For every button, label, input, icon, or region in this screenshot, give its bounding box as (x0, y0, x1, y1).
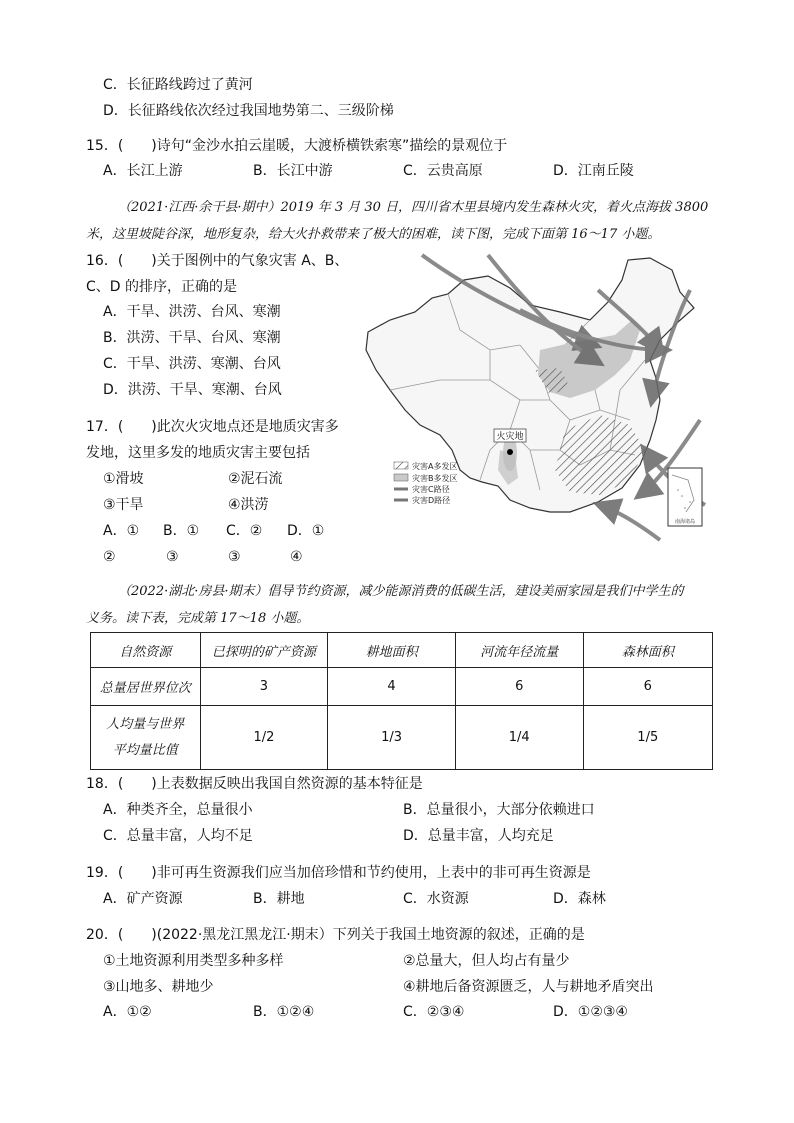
q17-option-b: B．① (163, 523, 200, 539)
q18-stem: 18．( )上表数据反映出我国自然资源的基本特征是 (86, 776, 423, 792)
q18-option-a: A．种类齐全，总量很小 (103, 802, 253, 818)
q18-option-d: D．总量丰富，人均充足 (403, 828, 554, 844)
table-cell: 3 (200, 668, 328, 706)
table-cell: 1/3 (328, 706, 456, 770)
q17-item-1: ①滑坡 (103, 471, 144, 487)
q17-stem-cont: 发地，这里多发的地质灾害主要包括 (86, 445, 310, 461)
intro-18-line2: 义务。读下表，完成第 17～18 小题。 (86, 611, 310, 626)
q19-option-c: C．水资源 (403, 891, 469, 907)
row-label-line1: 人均量与世界 (106, 716, 185, 732)
q17-option-c-cont: ③ (228, 549, 241, 565)
q19-stem: 19．( )非可再生资源我们应当加倍珍惜和节约使用，上表中的非可再生资源是 (86, 865, 591, 881)
q17-option-d: D．① (287, 523, 325, 539)
south-china-sea-inset (668, 468, 702, 526)
table-header: 耕地面积 (328, 633, 456, 668)
q20-item-2: ②总量大，但人均占有量少 (403, 953, 570, 969)
q20-item-1: ①土地资源利用类型多种多样 (103, 953, 284, 969)
table-cell: 6 (583, 668, 712, 706)
q19-option-b: B．耕地 (253, 891, 305, 907)
table-row (91, 706, 713, 770)
legend-d: 灾害D路径 (412, 496, 451, 505)
table-cell: 6 (455, 668, 583, 706)
table-row (91, 668, 713, 706)
q20-option-a: A．①② (103, 1004, 152, 1020)
q17-item-3: ③干旱 (103, 497, 144, 513)
q20-item-3: ③山地多、耕地少 (103, 979, 214, 995)
resource-table (90, 632, 713, 770)
q14-option-c: C．长征路线跨过了黄河 (103, 77, 253, 93)
q20-option-d: D．①②③④ (553, 1004, 628, 1020)
map-legend (394, 461, 458, 505)
table-header: 河流年径流量 (455, 633, 583, 668)
q14-option-d: D．长征路线依次经过我国地势第二、三级阶梯 (103, 103, 394, 119)
q16-option-b: B．洪涝、干旱、台风、寒潮 (103, 330, 281, 346)
q17-option-d-cont: ④ (290, 549, 303, 565)
q20-option-c: C．②③④ (403, 1004, 465, 1020)
q15-option-c: C．云贵高原 (403, 163, 483, 179)
legend-a: 灾害A多发区 (412, 462, 458, 471)
q16-option-d: D．洪涝、干旱、寒潮、台风 (103, 382, 282, 398)
q20-item-4: ④耕地后备资源匮乏，人与耕地矛盾突出 (403, 979, 654, 995)
q16-stem: 16．( )关于图例中的气象灾害 A、B、 (86, 253, 349, 269)
row-label (91, 706, 201, 770)
inset-label: 南海诸岛 (674, 519, 696, 525)
q15-option-a: A．长江上游 (103, 163, 183, 179)
q15-option-d: D．江南丘陵 (553, 163, 634, 179)
fire-label: 火灾地 (496, 432, 524, 442)
row-label: 总量居世界位次 (91, 668, 201, 706)
table-header: 森林面积 (583, 633, 712, 668)
table-cell: 1/5 (583, 706, 712, 770)
legend-b: 灾害B多发区 (412, 474, 458, 483)
q17-option-a-cont: ② (103, 549, 116, 565)
china-disaster-map (360, 250, 712, 555)
table-cell: 1/4 (455, 706, 583, 770)
q18-option-b: B．总量很小，大部分依赖进口 (403, 802, 595, 818)
intro-16-line1: （2021·江西·余干县·期中）2019 年 3 月 30 日，四川省木里县境内发生森林火灾，着火点海拔 3800 (118, 200, 709, 215)
q15-stem: 15．( )诗句“金沙水拍云崖暖，大渡桥横铁索寒”描绘的景观位于 (86, 138, 508, 154)
table-cell: 4 (328, 668, 456, 706)
q17-option-c: C．② (226, 523, 263, 539)
q18-option-c: C．总量丰富，人均不足 (103, 828, 253, 844)
q20-stem: 20．( )(2022·黑龙江黑龙江·期末）下列关于我国土地资源的叙述，正确的是 (86, 927, 585, 943)
q17-stem: 17．( )此次火灾地点还是地质灾害多 (86, 419, 339, 435)
table-cell: 1/2 (200, 706, 328, 770)
table-header: 自然资源 (91, 633, 201, 668)
table-header: 已探明的矿产资源 (200, 633, 328, 668)
q16-stem-cont: C、D 的排序，正确的是 (86, 279, 238, 295)
q16-option-a: A．干旱、洪涝、台风、寒潮 (103, 304, 281, 320)
intro-18-line1: （2022·湖北·房县·期末）倡导节约资源，减少能源消费的低碳生活，建设美丽家园是我们中学生的 (118, 584, 684, 599)
q16-option-c: C．干旱、洪涝、寒潮、台风 (103, 356, 281, 372)
row-label-line2: 平均量比值 (112, 742, 178, 758)
q15-option-b: B．长江中游 (253, 163, 333, 179)
q17-item-2: ②泥石流 (228, 471, 283, 487)
q17-option-b-cont: ③ (166, 549, 179, 565)
q19-option-d: D．森林 (553, 891, 606, 907)
table-header-row (91, 633, 713, 668)
q20-option-b: B．①②④ (253, 1004, 315, 1020)
intro-16-line2: 米，这里坡陡谷深，地形复杂，给大火扑救带来了极大的困难，读下图，完成下面第 16～17 小题。 (86, 227, 661, 242)
legend-c: 灾害C路径 (412, 485, 450, 494)
q17-item-4: ④洪涝 (228, 497, 269, 513)
q19-option-a: A．矿产资源 (103, 891, 183, 907)
q17-option-a: A．① (103, 523, 140, 539)
